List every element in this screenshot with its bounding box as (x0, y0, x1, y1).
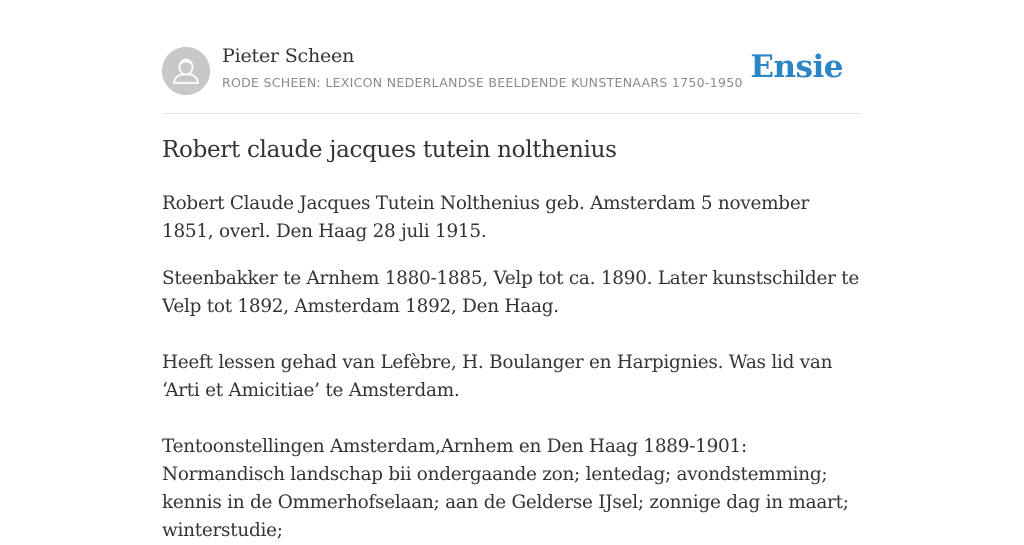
ensie-logo[interactable]: Ensie (750, 49, 843, 85)
article-paragraph: Robert Claude Jacques Tutein Nolthenius geb. Amsterdam 5 november 1851, overl. Den Haag 28 juli 1915. (162, 193, 809, 242)
article-container (162, 0, 862, 541)
author-avatar[interactable] (162, 47, 210, 95)
article-body (162, 190, 862, 545)
article-paragraph: Tentoonstellingen Amsterdam,Arnhem en Den Haag 1889-1901: Normandisch landschap bii ondergaande zon; lentedag; avondstemming; kennis in de Ommerhofselaan; aan de Gelderse IJsel; zonnige dag in maart; winterstudie; (162, 436, 849, 541)
article-paragraph: Steenbakker te Arnhem 1880-1885, Velp tot ca. 1890. Later kunstschilder te Velp tot 1892, Amsterdam 1892, Den Haag. (162, 268, 859, 317)
article-header (162, 0, 862, 114)
source-publication[interactable]: RODE SCHEEN: LEXICON NEDERLANDSE BEELDENDE KUNSTENAARS 1750-1950 (222, 75, 743, 90)
author-name[interactable]: Pieter Scheen (222, 45, 355, 67)
user-silhouette-icon (162, 47, 210, 95)
article-title: Robert claude jacques tutein nolthenius (162, 137, 617, 163)
article-paragraph: Heeft lessen gehad van Lefèbre, H. Boulanger en Harpignies. Was lid van ‘Arti et Amicitiae’ te Amsterdam. (162, 352, 833, 401)
